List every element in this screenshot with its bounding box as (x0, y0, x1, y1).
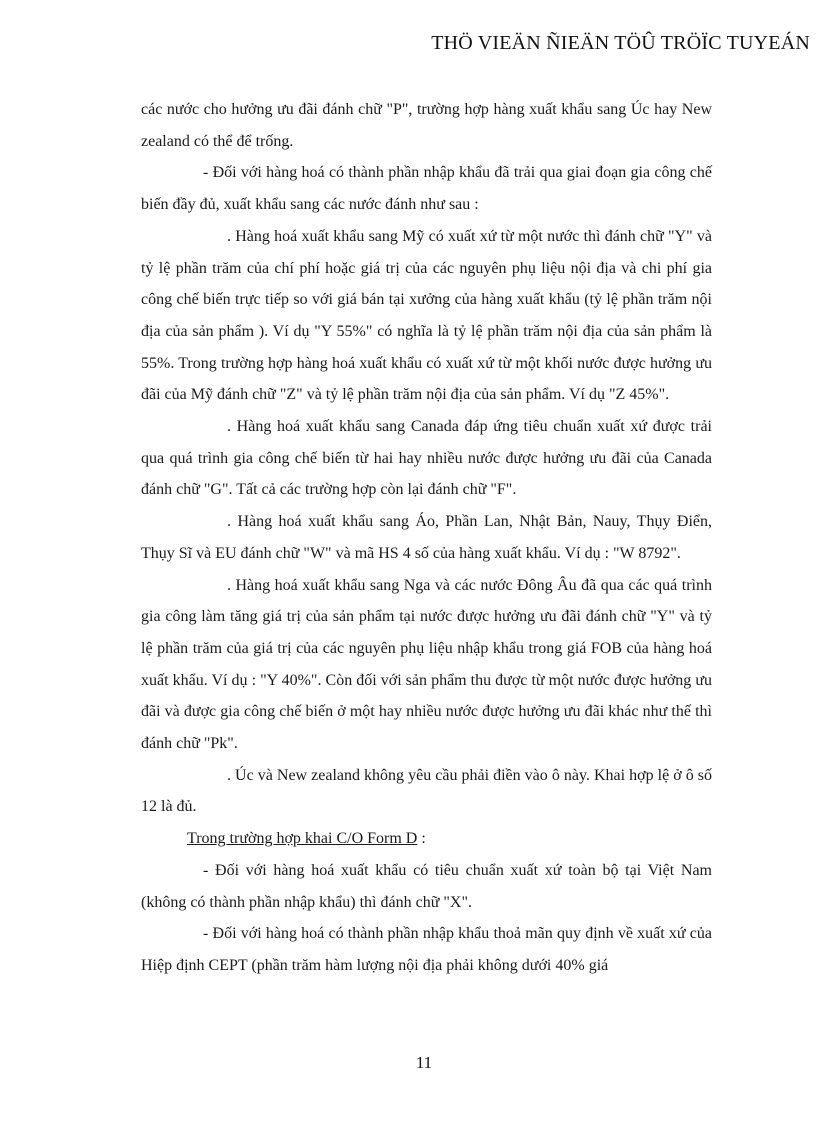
paragraph-usa: . Hàng hoá xuất khẩu sang Mỹ có xuất xứ từ một nước thì đánh chữ "Y" và tỷ lệ phần trăm của chí phí hoặc giá trị của các nguyên phụ liệu nội địa và chi phí gia công chế biến trực tiếp so với giá bán tại xưởng của hàng xuất khẩu (tỷ lệ phần trăm nội địa của sản phẩm ). Ví dụ "Y 55%" có nghĩa là tỷ lệ phần trăm nội địa của sản phẩm là 55%. Trong trường hợp hàng hoá xuất khẩu có xuất xứ từ một khối nước được hưởng ưu đãi của Mỹ đánh chữ "Z" và tỷ lệ phần trăm nội địa của sản phẩm. Ví dụ "Z 45%". (141, 227, 712, 404)
paragraph-canada: . Hàng hoá xuất khẩu sang Canada đáp ứng tiêu chuẩn xuất xứ được trải qua quá trình gia công chế biến từ hai hay nhiều nước được hưởng ưu đãi của Canada đánh chữ "G". Tất cả các trường hợp còn lại đánh chữ "F". (141, 418, 712, 499)
paragraph-processed-goods: - Đối với hàng hoá có thành phần nhập khẩu đã trải qua giai đoạn gia công chế biến đầy đủ, xuất khẩu sang các nước đánh như sau : (141, 164, 712, 214)
page-number: 11 (415, 1053, 433, 1072)
paragraph-russia: . Hàng hoá xuất khẩu sang Nga và các nước Đông Âu đã qua các quá trình gia công làm tăng giá trị của sản phẩm tại nước được hưởng ưu đãi đánh chữ "Y" và tỷ lệ phần trăm của giá trị của các nguyên phụ liệu nhập khẩu trong giá FOB của hàng hoá xuất khẩu. Ví dụ : "Y 40%". Còn đối với sản phẩm thu được từ một nước được hưởng ưu đãi và được gia công chế biến ở một hay nhiều nước được hưởng ưu đãi khác như thế thì đánh chữ "Pk". (141, 576, 712, 753)
form-d-heading-underlined: Trong trường hợp khai C/O Form D (187, 830, 418, 848)
paragraph-form-d-heading (141, 823, 712, 855)
page-header: THÖ VIEÄN ÑIEÄN TÖÛ TRÖÏC TUYEÁN (431, 32, 810, 54)
paragraph-austria-eu: . Hàng hoá xuất khẩu sang Áo, Phần Lan, Nhật Bản, Nauy, Thụy Điển, Thụy Sĩ và EU đánh chữ "W" và mã HS 4 số của hàng xuất khẩu. Ví dụ : "W 8792". (141, 513, 712, 562)
paragraph-australia: . Úc và New zealand không yêu cầu phải điền vào ô này. Khai hợp lệ ở ô số 12 là đủ. (141, 766, 712, 816)
form-d-heading-colon: : (417, 830, 426, 848)
paragraph-form-d-cept: - Đối với hàng hoá có thành phần nhập khẩu thoả mãn quy định về xuất xứ của Hiệp định CEPT (phần trăm hàm lượng nội địa phải không dưới 40% giá (141, 925, 712, 974)
paragraph-form-d-full: - Đối với hàng hoá xuất khẩu có tiêu chuẩn xuất xứ toàn bộ tại Việt Nam (không có thành phần nhập khẩu) thì đánh chữ "X". (141, 861, 712, 911)
document-body (141, 94, 712, 982)
paragraph-continuation: các nước cho hưởng ưu đãi đánh chữ "P", trường hợp hàng xuất khẩu sang Úc hay New zealand có thể để trống. (141, 101, 712, 150)
